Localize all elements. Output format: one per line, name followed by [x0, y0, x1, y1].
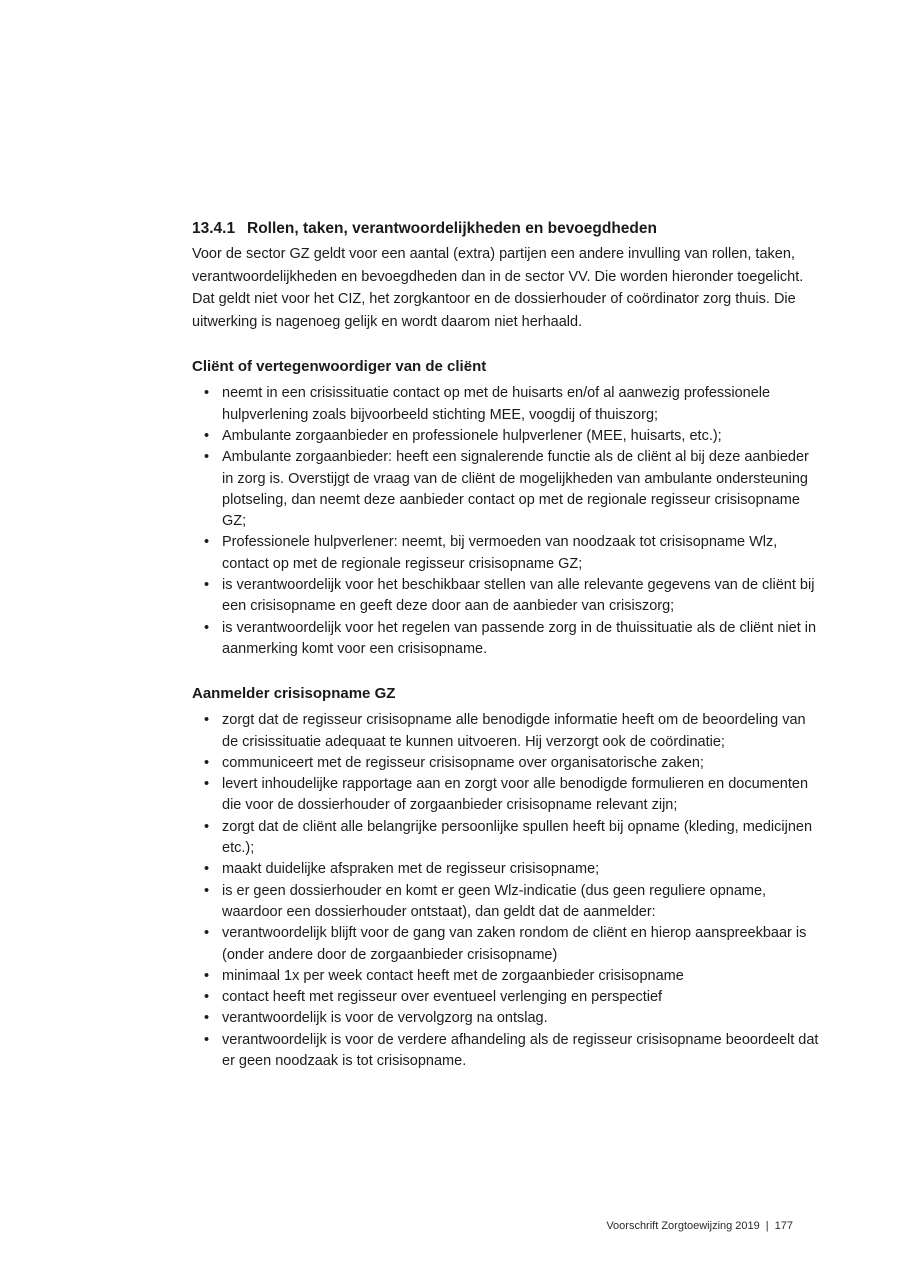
- bullet-item: • is verantwoordelijk voor het beschikbaar stellen van alle relevante gegevens van de cliënt bij een crisisopname en geeft deze door aan de aanbieder van crisiszorg;: [192, 575, 820, 618]
- section-heading: [192, 218, 820, 239]
- bullet-item: • levert inhoudelijke rapportage aan en zorgt voor alle benodigde formulieren en documenten die voor de dossierhouder of zorgaanbieder crisisopname relevant zijn;: [192, 774, 820, 817]
- section-aanmelder: [192, 683, 820, 1072]
- footer-separator: |: [765, 1220, 769, 1232]
- bullet-item: • is er geen dossierhouder en komt er geen Wlz-indicatie (dus geen reguliere opname, waardoor een dossierhouder ontstaat), dan geldt dat de aanmelder:: [192, 881, 820, 924]
- bullet-item: • zorgt dat de cliënt alle belangrijke persoonlijke spullen heeft bij opname (kleding, medicijnen etc.);: [192, 817, 820, 860]
- bullet-item: • zorgt dat de regisseur crisisopname alle benodigde informatie heeft om de beoordeling van de crisissituatie adequaat te kunnen uitvoeren. Hij verzorgt ook de coördinatie;: [192, 710, 820, 753]
- page-footer: [606, 1219, 793, 1233]
- bullet-item: • is verantwoordelijk voor het regelen van passende zorg in de thuissituatie als de cliënt niet in aanmerking komt voor een crisisopname.: [192, 618, 820, 661]
- bullet-item: • verantwoordelijk blijft voor de gang van zaken rondom de cliënt en hierop aanspreekbaar is (onder andere door de zorgaanbieder crisisopname): [192, 923, 820, 966]
- section-client-title: Cliënt of vertegenwoordiger van de cliënt: [192, 358, 487, 376]
- page-content: [192, 218, 820, 1072]
- footer-document-title: Voorschrift Zorgtoewijzing 2019: [606, 1220, 760, 1232]
- bullet-item: • verantwoordelijk is voor de verdere afhandeling als de regisseur crisisopname beoordeelt dat er geen noodzaak is tot crisisopname.: [192, 1030, 820, 1073]
- section-client: [192, 356, 820, 660]
- bullet-item: • neemt in een crisissituatie contact op met de huisarts en/of al aanwezig professionele hulpverlening zoals bijvoorbeeld stichting MEE, voogdij of thuiszorg;: [192, 383, 820, 426]
- intro-paragraph: Voor de sector GZ geldt voor een aantal (extra) partijen een andere invulling van rollen, taken, verantwoordelijkheden en bevoegdheden dan in de sector VV. Die worden hieronder toegelicht. Dat geldt niet voor het CIZ, het zorgkantoor en de dossierhouder of coördinator zorg thuis. Die uitwerking is nagenoeg gelijk en wordt daarom niet herhaald.: [192, 246, 804, 330]
- section-heading-number: 13.4.1: [192, 220, 236, 237]
- section-heading-title: Rollen, taken, verantwoordelijkheden en bevoegdheden: [247, 220, 657, 237]
- bullet-item: • maakt duidelijke afspraken met de regisseur crisisopname;: [192, 859, 820, 880]
- bullet-item: • Ambulante zorgaanbieder: heeft een signalerende functie als de cliënt al bij deze aanbieder in zorg is. Overstijgt de vraag van de cliënt de mogelijkheden van ambulante ondersteuning plotseling, dan neemt deze aanbieder contact op met de regionale regisseur crisisopname GZ;: [192, 447, 820, 532]
- bullet-item: • Ambulante zorgaanbieder en professionele hulpverlener (MEE, huisarts, etc.);: [192, 426, 820, 447]
- bullet-item: • contact heeft met regisseur over eventueel verlenging en perspectief: [192, 987, 820, 1008]
- bullet-item: • communiceert met de regisseur crisisopname over organisatorische zaken;: [192, 753, 820, 774]
- section-aanmelder-bullet-list: [192, 710, 820, 1072]
- bullet-item: • Professionele hulpverlener: neemt, bij vermoeden van noodzaak tot crisisopname Wlz, contact op met de regionale regisseur crisisopname GZ;: [192, 532, 820, 575]
- bullet-item: • verantwoordelijk is voor de vervolgzorg na ontslag.: [192, 1008, 820, 1029]
- section-aanmelder-title: Aanmelder crisisopname GZ: [192, 685, 396, 703]
- section-client-bullet-list: [192, 383, 820, 660]
- footer-page-number: 177: [774, 1220, 793, 1232]
- bullet-item: • minimaal 1x per week contact heeft met de zorgaanbieder crisisopname: [192, 966, 820, 987]
